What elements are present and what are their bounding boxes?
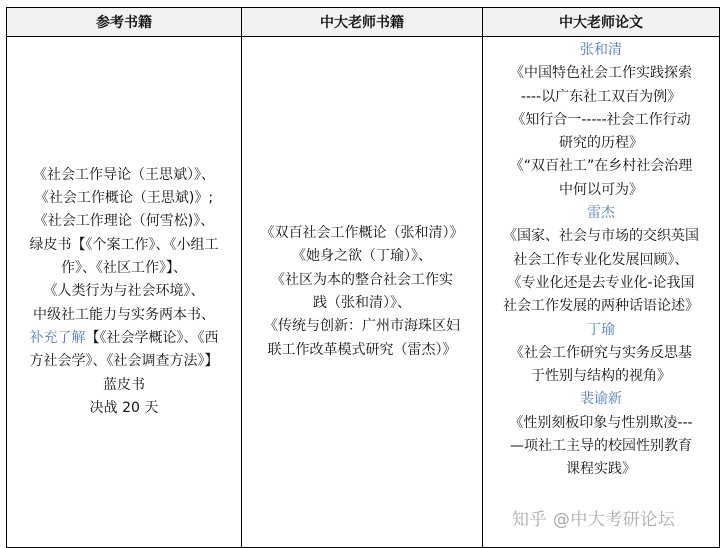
reference-book-line: 蓝皮书 (103, 376, 145, 393)
teacher-book-line: 《社区为本的整合社会工作实 (271, 271, 453, 288)
reference-book-line: 决战 20 天 (89, 399, 159, 416)
teacher-books-cell (242, 37, 483, 548)
teacher-book-line: 践（张和清）》、 (313, 295, 411, 311)
book-table (6, 7, 720, 548)
zhihu-watermark: 知乎 @中大考研论坛 (512, 510, 676, 530)
paper-line: 社会工作发展的两种话语论述》 (503, 298, 699, 315)
paper-line: 《“双百社工”在乡村社会治理 (509, 158, 693, 175)
author-name[interactable]: 雷杰 (587, 205, 615, 222)
header-teacher-papers: 中大老师论文 (483, 8, 720, 37)
header-reference-books: 参考书籍 (7, 8, 242, 37)
author-name[interactable]: 张和清 (580, 42, 622, 58)
reference-book-line: 《社会工作理论（何雪松)》、 (33, 213, 215, 230)
reference-book-line: 《社会工作概论（王思斌)》; (34, 190, 214, 207)
paper-line: 《专业化还是去专业化-论我国 (507, 274, 695, 291)
header-row (7, 8, 720, 37)
paper-line: 研究的历程》 (559, 135, 643, 152)
content-row (7, 37, 720, 548)
reference-book-line: 作》、《社区工作》】、 (61, 260, 187, 277)
teacher-book-line: 《传统与创新：广州市海珠区妇 (264, 318, 460, 335)
author-name[interactable]: 丁瑜 (587, 321, 615, 338)
paper-line: 《性别刻板印象与性别欺凌--- (509, 414, 693, 431)
reference-books-cell (7, 37, 242, 548)
reference-book-line: 绿皮书【《个案工作》、《小组工 (29, 236, 219, 253)
supplement-link[interactable]: 补充了解 (29, 329, 86, 346)
teacher-papers-list (483, 37, 719, 482)
paper-line: 社会工作专业化发展回顾》、 (513, 251, 689, 268)
paper-line: 课程实践》 (566, 461, 636, 478)
paper-line: 《知行合一-----社会工作行动 (511, 111, 691, 128)
paper-line: 《国家、社会与市场的交织英国 (503, 228, 699, 245)
paper-line: 中何以可为》 (559, 181, 643, 198)
author-name[interactable]: 裴谕新 (580, 391, 622, 408)
teacher-book-line: 《她身之欲（丁瑜）》、 (292, 248, 432, 265)
paper-line: ----以广东社工双百为例》 (520, 88, 682, 105)
paper-line: —项社工主导的校园性别教育 (510, 438, 692, 455)
supplement-books: 【《社会学概论》、《西 (85, 329, 219, 346)
supplement-line (7, 327, 241, 350)
paper-line: 《社会工作研究与实务反思基 (510, 344, 692, 361)
header-teacher-books: 中大老师书籍 (242, 8, 483, 37)
reference-book-line: 中级社工能力与实务两本书、 (33, 306, 215, 323)
paper-line: 于性别与结构的视角》 (531, 368, 671, 385)
reference-book-line: 《社会工作导论（王思斌）》、 (33, 166, 215, 183)
teacher-book-line: 联工作改革模式研究（雷杰）》 (267, 341, 457, 358)
reference-book-line: 《人类行为与社会环境》、 (43, 283, 205, 300)
teacher-book-line: 《双百社会工作概论（张和清）》 (260, 225, 464, 242)
teacher-papers-cell (483, 37, 720, 548)
paper-line: 《中国特色社会工作实践探索 (510, 65, 692, 82)
reference-book-line: 方社会学》、《社会调查方法》】 (29, 353, 219, 370)
